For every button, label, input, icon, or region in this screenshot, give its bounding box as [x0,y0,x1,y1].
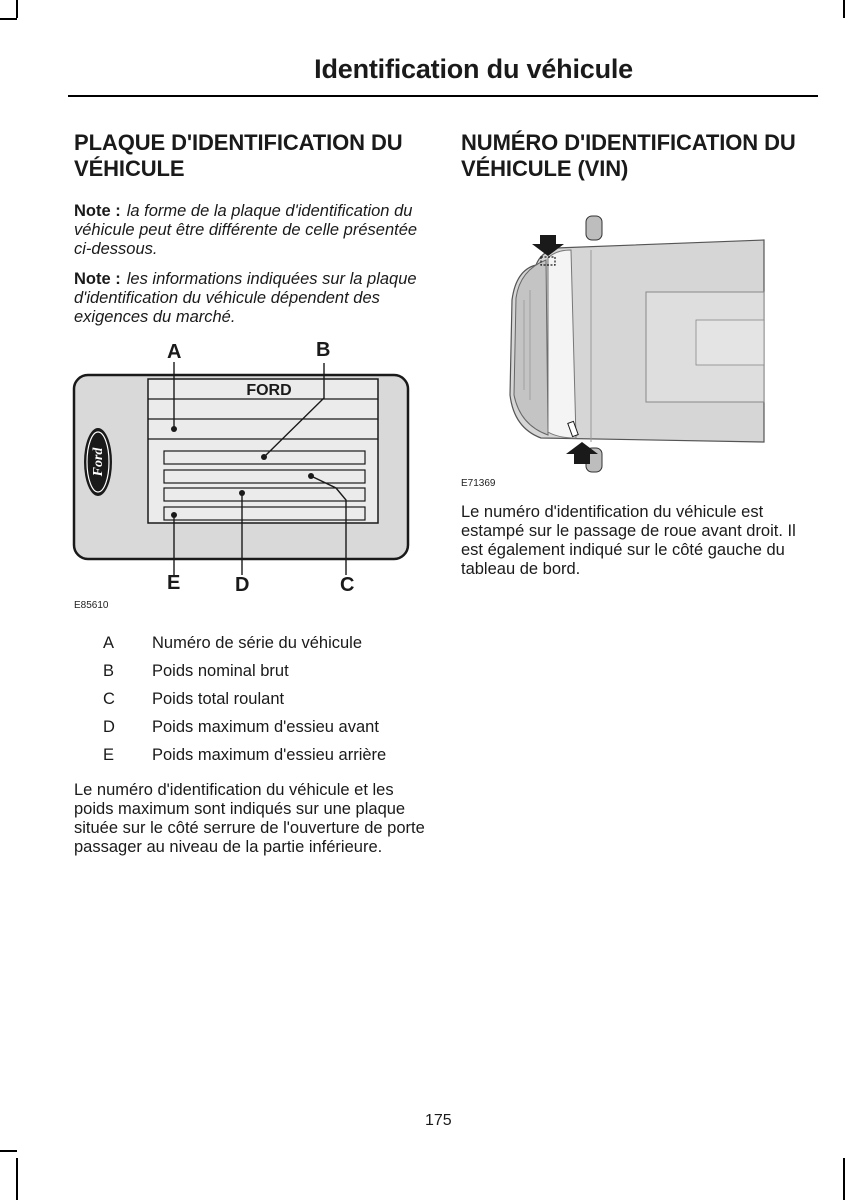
van-hood [514,260,548,435]
title-rule [68,95,818,97]
legend-key: B [103,662,115,681]
ford-logo [84,428,112,496]
legend-label: Numéro de série du véhicule [152,634,363,653]
vin-section-heading: NUMÉRO D'IDENTIFICATION DU VÉHICULE (VIN) [461,130,796,181]
legend-label: Poids maximum d'essieu arrière [152,745,387,764]
right-column [461,130,821,182]
van-roof-panel [696,320,764,365]
plate-field [164,470,365,483]
note-text: les informations indiquées sur la plaque d'identification du véhicule dépendent des exigences du marché. [74,270,417,326]
legend-label: Poids total roulant [152,689,285,708]
plate-field [164,507,365,520]
legend-key: D [103,717,115,736]
plate-section-heading: PLAQUE D'IDENTIFICATION DU VÉHICULE [74,130,403,181]
legend-item [103,686,443,714]
crop-mark-top-right-vertical [843,0,845,18]
plate-field [164,488,365,501]
note-plate-shape [74,202,434,259]
callout-b: B [316,339,331,361]
callout-e: E [167,572,181,594]
legend-item [103,713,443,741]
note-text: la forme de la plaque d'identification du véhicule peut être différente de celle présentée ci-dessous. [74,202,418,258]
ford-logo-text: Ford [91,447,106,477]
legend-key: C [103,689,115,708]
page-number: 175 [425,1112,452,1129]
legend-item [103,630,443,658]
callout-c: C [340,574,355,595]
legend-item [103,658,443,686]
callout-a: A [167,341,182,363]
legend-label: Poids nominal brut [152,662,289,681]
figure-code-van: E71369 [461,478,496,489]
plate-brand: FORD [246,382,292,399]
plate-location-text: Le numéro d'identification du véhicule et les poids maximum sont indiqués sur une plaque située sur le côté serrure de l'ouverture de porte passager au niveau de la partie inférieure. [74,781,425,856]
crop-mark-top-left-horizontal [0,18,17,20]
callout-d: D [235,574,250,595]
crop-mark-bottom-right-vertical [843,1158,845,1200]
legend-key: A [103,634,115,653]
mirror-top [586,216,602,240]
van-top-view-diagram [496,210,766,480]
left-column [74,130,434,327]
legend-label: Poids maximum d'essieu avant [152,717,379,736]
crop-mark-bottom-left-vertical [16,1158,18,1200]
identification-plate-diagram [70,335,415,595]
vin-location-text: Le numéro d'identification du véhicule est estampé sur le passage de roue avant droit. Il est également indiqué sur le côté gauche du tableau de bord. [461,503,796,578]
crop-mark-top-left-vertical [16,0,18,18]
crop-mark-bottom-left-horizontal [0,1150,17,1152]
note-plate-info [74,270,434,327]
van-windscreen [548,250,576,438]
legend-item [103,741,443,769]
note-label: Note : [74,202,121,220]
figure-code-plate: E85610 [74,600,109,611]
note-label: Note : [74,270,121,288]
plate-legend [103,630,443,769]
page-title: Identification du véhicule [314,54,633,84]
legend-key: E [103,745,115,764]
